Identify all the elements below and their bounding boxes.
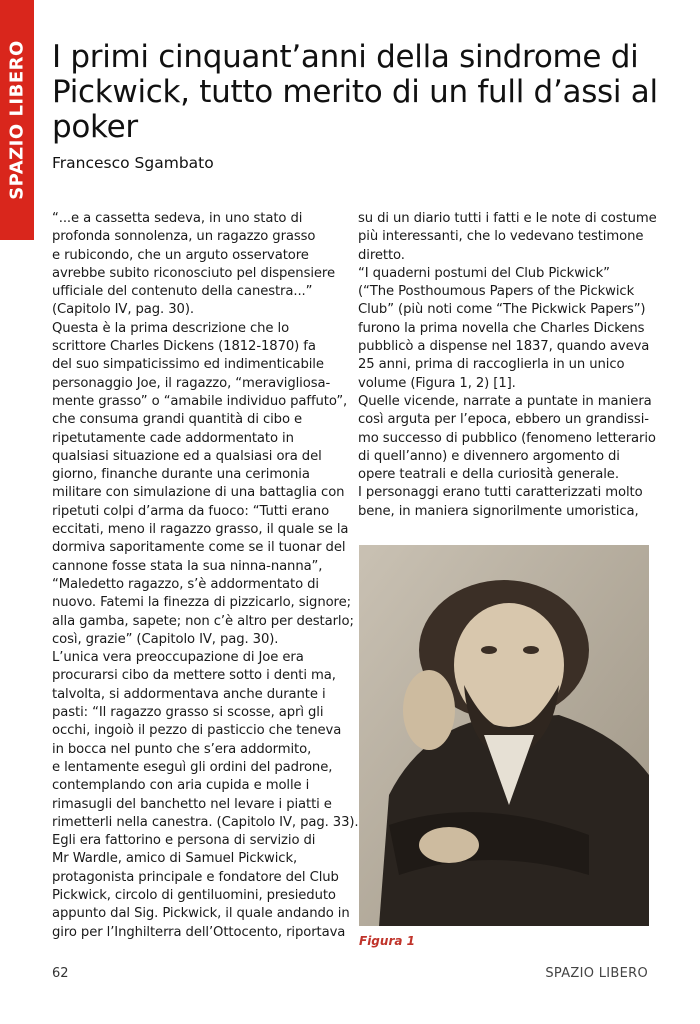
section-side-band [0,0,34,240]
text-line: Questa è la prima descrizione che lo [52,320,290,336]
text-line: così, grazie” (Capitolo IV, pag. 30). [52,631,279,647]
text-line: cannone fosse stata la sua ninna-nanna”, [52,558,323,574]
text-line: diretto. [358,247,405,263]
text-line: più interessanti, che lo vedevano testimone [358,229,644,245]
section-label: SPAZIO LIBERO [6,40,28,200]
text-line: Quelle vicende, narrate a puntate in maniera [358,393,652,409]
text-line: giorno, finanche durante una cerimonia [52,467,310,483]
text-line: mente grasso” o “amabile individuo paffuto”, [52,393,348,409]
text-line: che consuma grandi quantità di cibo e [52,412,303,428]
text-line: in bocca nel punto che s’era addormito, [52,741,312,757]
figure-caption: Figura 1 [359,934,415,948]
portrait-photo-sketch [359,545,649,926]
text-line: così arguta per l’epoca, ebbero un grandissi- [358,412,649,428]
left-text-column [52,210,359,942]
text-line: occhi, ingoiò il pezzo di pasticcio che teneva [52,723,342,739]
article-author: Francesco Sgambato [52,154,214,172]
text-line: pubblicò a dispense nel 1837, quando aveva [358,339,650,355]
text-line: (Capitolo IV, pag. 30). [52,302,194,318]
text-line: furono la prima novella che Charles Dickens [358,320,645,336]
text-line: bene, in maniera signorilmente umoristica, [358,503,639,519]
footer-section-label: SPAZIO LIBERO [545,966,648,981]
text-line: alla gamba, sapete; non c’è altro per destarlo; [52,613,354,629]
text-line: ripetutamente cade addormentato in [52,430,294,446]
text-line: su di un diario tutti i fatti e le note di costume [358,211,657,226]
text-line: ufficiale del contenuto della canestra...” [52,284,313,300]
text-line: (“The Posthoumous Papers of the Pickwick [358,284,635,300]
page-number: 62 [52,966,69,981]
text-line: “Maledetto ragazzo, s’è addormentato di [52,576,319,592]
text-line: “I quaderni postumi del Club Pickwick” [358,265,610,281]
text-line: pasti: “Il ragazzo grasso si scosse, aprì gli [52,705,324,721]
text-line: I personaggi erano tutti caratterizzati molto [358,485,643,501]
text-line: dormiva saporitamente come se il tuonar del [52,540,346,556]
text-line: di quell’anno) e divennero argomento di [358,448,620,464]
article-title: I primi cinquant’anni della sindrome di Pickwick, tutto merito di un full d’assi al poker [52,39,658,145]
text-line: e rubicondo, che un arguto osservatore [52,247,309,263]
text-line: personaggio Joe, il ragazzo, “meravigliosa- [52,375,331,391]
text-line: profonda sonnolenza, un ragazzo grasso [52,229,316,245]
text-line: scrittore Charles Dickens (1812-1870) fa [52,339,316,355]
text-line: del suo simpaticissimo ed indimenticabile [52,357,324,373]
text-line: 25 anni, prima di raccoglierla in un unico [358,357,625,373]
text-line: protagonista principale e fondatore del Club [52,869,339,885]
text-line: e lentamente eseguì gli ordini del padrone, [52,759,333,775]
text-line: militare con simulazione di una battaglia con [52,485,345,501]
text-line: talvolta, si addormentava anche durante i [52,686,326,702]
text-line: Egli era fattorino e persona di servizio di [52,833,316,849]
text-line: opere teatrali e della curiosità generale. [358,467,619,483]
text-line: Mr Wardle, amico di Samuel Pickwick, [52,851,298,867]
text-line: procurarsi cibo da mettere sotto i denti ma, [52,668,336,684]
text-line: L’unica vera preoccupazione di Joe era [52,650,304,666]
text-line: eccitati, meno il ragazzo grasso, il quale se la [52,522,349,538]
text-line: Club” (più noti come “The Pickwick Papers”) [358,302,646,318]
text-line: Pickwick, circolo di gentiluomini, presieduto [52,887,336,903]
text-line: avrebbe subito riconosciuto pel dispensiere [52,265,335,281]
text-line: nuovo. Fatemi la finezza di pizzicarlo, signore; [52,595,351,611]
text-line: volume (Figura 1, 2) [1]. [358,375,516,391]
text-line: giro per l’Inghilterra dell’Ottocento, riportava [52,924,346,940]
figure-1-portrait [359,545,649,926]
text-line: “...e a cassetta sedeva, in uno stato di [52,211,303,226]
text-line: contemplando con aria cupida e molle i [52,778,310,794]
text-line: rimasugli del banchetto nel levare i piatti e [52,796,332,812]
text-line: ripetuti colpi d’arma da fuoco: “Tutti erano [52,503,330,519]
text-line: appunto dal Sig. Pickwick, il quale andando in [52,906,350,922]
text-line: rimetterli nella canestra. (Capitolo IV, pag. 33). [52,814,359,830]
text-line: mo successo di pubblico (fenomeno letterario [358,430,656,446]
text-line: qualsiasi situazione ed a qualsiasi ora del [52,448,322,464]
right-text-column [358,210,657,521]
